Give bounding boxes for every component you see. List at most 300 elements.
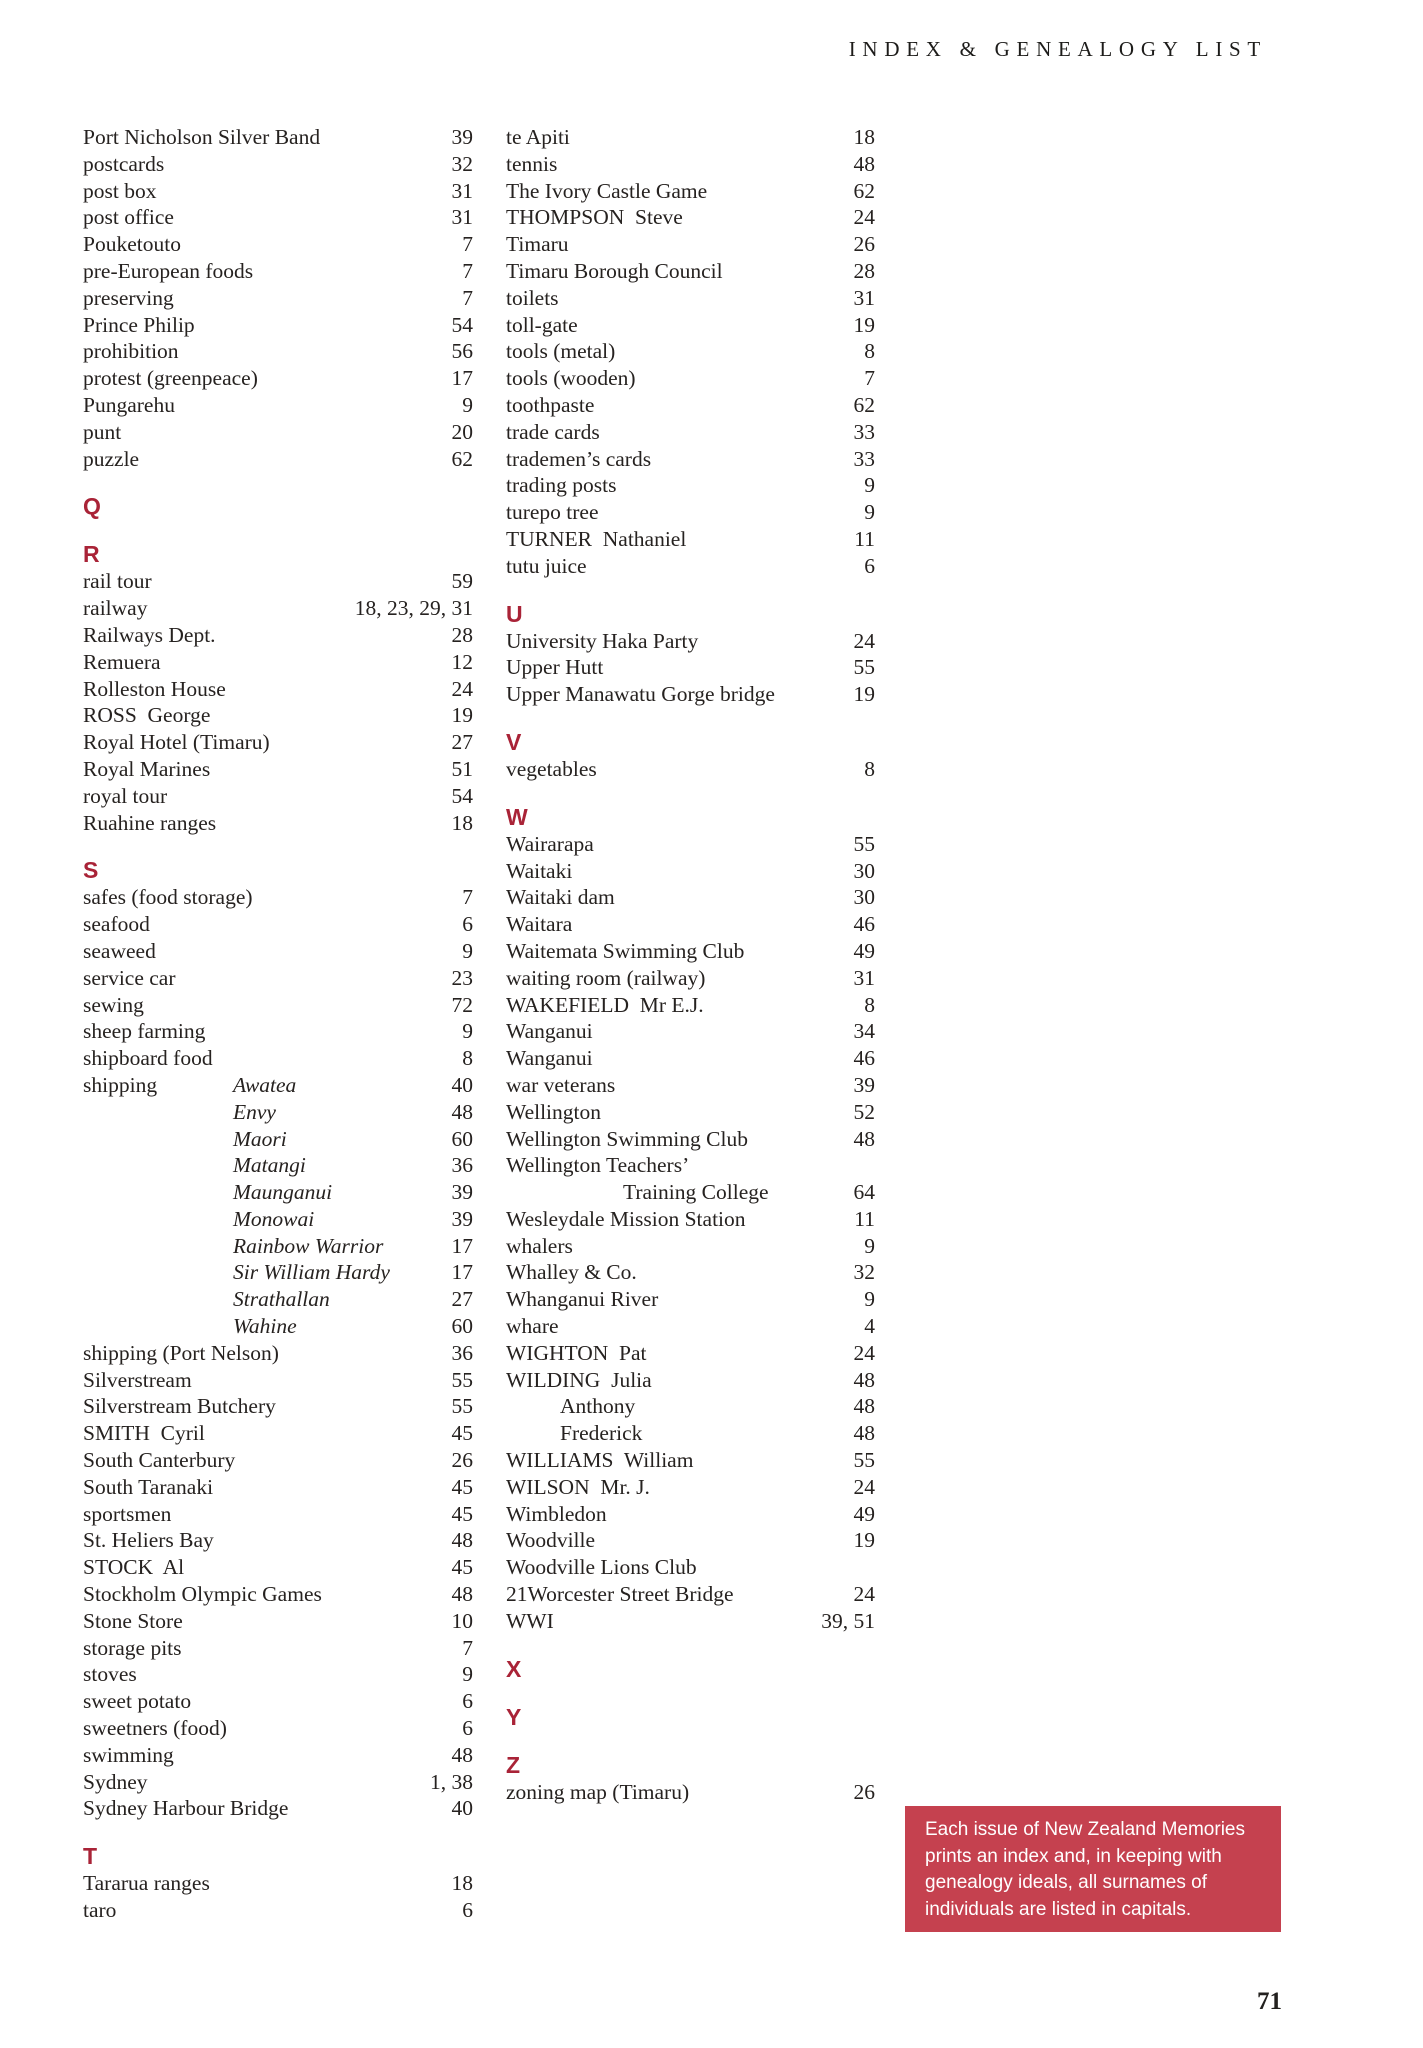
entry-label: trademen’s cards bbox=[506, 446, 652, 471]
entry-page-numbers: 7 bbox=[864, 366, 875, 391]
entry-label: Upper Hutt bbox=[506, 655, 604, 680]
index-entry bbox=[506, 1286, 875, 1313]
entry-label: Wanganui bbox=[506, 1019, 593, 1044]
index-entry bbox=[506, 1367, 875, 1394]
index-entry bbox=[506, 1206, 875, 1233]
entry-page-numbers: 60 bbox=[451, 1314, 473, 1339]
letter-header-s: S bbox=[83, 857, 99, 884]
letter-header-u: U bbox=[506, 600, 523, 627]
entry-page-numbers: 23 bbox=[451, 965, 473, 990]
index-column-right bbox=[506, 124, 875, 1805]
index-entry bbox=[506, 938, 875, 965]
entry-label: post office bbox=[83, 205, 174, 230]
index-entry bbox=[83, 338, 473, 365]
entry-label: Sydney bbox=[83, 1769, 148, 1794]
entry-page-numbers: 26 bbox=[451, 1448, 473, 1473]
entry-ship-name: Matangi bbox=[233, 1153, 306, 1178]
entry-label: toothpaste bbox=[506, 392, 595, 417]
entry-page-numbers: 7 bbox=[462, 285, 473, 310]
page-header-title: INDEX & GENEALOGY LIST bbox=[848, 37, 1267, 61]
entry-page-numbers: 72 bbox=[451, 992, 473, 1017]
entry-page-numbers: 6 bbox=[864, 553, 875, 578]
entry-label: Waitaki bbox=[506, 858, 573, 883]
index-entry bbox=[506, 151, 875, 178]
entry-label: Wanganui bbox=[506, 1046, 593, 1071]
entry-page-numbers: 62 bbox=[451, 446, 473, 471]
index-entry bbox=[506, 338, 875, 365]
index-entry bbox=[83, 729, 473, 756]
entry-label: St. Heliers Bay bbox=[83, 1528, 214, 1553]
entry-label: Waitaki dam bbox=[506, 885, 615, 910]
index-entry bbox=[506, 1554, 875, 1581]
entry-page-numbers: 24 bbox=[451, 676, 473, 701]
index-entry bbox=[83, 312, 473, 339]
entry-page-numbers: 28 bbox=[853, 258, 875, 283]
entry-label: Wellington Swimming Club bbox=[506, 1126, 748, 1151]
index-entry bbox=[83, 1018, 473, 1045]
entry-page-numbers: 6 bbox=[462, 912, 473, 937]
index-entry bbox=[83, 756, 473, 783]
entry-page-numbers: 36 bbox=[451, 1153, 473, 1178]
entry-label: Remuera bbox=[83, 649, 161, 674]
index-entry bbox=[83, 1206, 473, 1233]
entry-label: STOCK Al bbox=[83, 1555, 185, 1580]
entry-page-numbers: 9 bbox=[864, 500, 875, 525]
entry-label: Royal Marines bbox=[83, 756, 211, 781]
entry-label: Wellington Teachers’ bbox=[506, 1153, 690, 1178]
entry-page-numbers: 24 bbox=[853, 1474, 875, 1499]
entry-page-numbers: 8 bbox=[462, 1046, 473, 1071]
entry-page-numbers: 24 bbox=[853, 1582, 875, 1607]
letter-header-z: Z bbox=[506, 1751, 521, 1778]
index-entry bbox=[506, 258, 875, 285]
entry-label: Wimbledon bbox=[506, 1501, 607, 1526]
entry-label: royal tour bbox=[83, 783, 168, 808]
index-entry bbox=[506, 419, 875, 446]
index-entry bbox=[506, 472, 875, 499]
index-entry bbox=[506, 911, 875, 938]
entry-label: Silverstream bbox=[83, 1367, 192, 1392]
index-entry bbox=[83, 1608, 473, 1635]
index-entry bbox=[506, 1018, 875, 1045]
entry-page-numbers: 4 bbox=[864, 1314, 875, 1339]
entry-label: The Ivory Castle Game bbox=[506, 178, 708, 203]
index-entry bbox=[506, 1045, 875, 1072]
entry-page-numbers: 19 bbox=[853, 1528, 875, 1553]
index-entry bbox=[83, 783, 473, 810]
index-entry bbox=[83, 1474, 473, 1501]
entry-page-numbers: 45 bbox=[451, 1555, 473, 1580]
entry-page-numbers: 18, 23, 29, 31 bbox=[354, 596, 473, 621]
index-column-left bbox=[83, 124, 473, 1924]
index-entry bbox=[83, 1393, 473, 1420]
entry-ship-name: Sir William Hardy bbox=[233, 1260, 390, 1285]
entry-label: storage pits bbox=[83, 1635, 182, 1660]
entry-label: taro bbox=[83, 1898, 117, 1923]
entry-label: South Canterbury bbox=[83, 1448, 236, 1473]
letter-header-v: V bbox=[506, 728, 522, 755]
entry-sub-label: Training College bbox=[623, 1180, 769, 1205]
entry-page-numbers: 19 bbox=[451, 703, 473, 728]
entry-label: tools (metal) bbox=[506, 339, 616, 364]
entry-label: 21Worcester Street Bridge bbox=[506, 1582, 734, 1607]
letter-header-q: Q bbox=[83, 493, 101, 520]
entry-page-numbers: 55 bbox=[853, 655, 875, 680]
entry-page-numbers: 54 bbox=[451, 783, 473, 808]
entry-label: Railways Dept. bbox=[83, 622, 216, 647]
entry-label: railway bbox=[83, 596, 148, 621]
entry-page-numbers: 26 bbox=[853, 232, 875, 257]
index-entry bbox=[506, 285, 875, 312]
entry-label: Woodville Lions Club bbox=[506, 1555, 697, 1580]
index-entry bbox=[506, 526, 875, 553]
index-entry bbox=[506, 1447, 875, 1474]
index-entry bbox=[83, 258, 473, 285]
entry-label: sheep farming bbox=[83, 1019, 206, 1044]
index-entry bbox=[83, 622, 473, 649]
index-entry bbox=[83, 204, 473, 231]
entry-ship-name: Rainbow Warrior bbox=[233, 1233, 384, 1258]
entry-ship-name: Maori bbox=[233, 1126, 287, 1151]
entry-page-numbers: 32 bbox=[451, 151, 473, 176]
entry-page-numbers: 24 bbox=[853, 205, 875, 230]
entry-label: swimming bbox=[83, 1742, 174, 1767]
index-entry bbox=[506, 1313, 875, 1340]
entry-label: South Taranaki bbox=[83, 1474, 214, 1499]
entry-page-numbers: 64 bbox=[853, 1180, 875, 1205]
entry-page-numbers: 55 bbox=[451, 1367, 473, 1392]
index-entry bbox=[506, 965, 875, 992]
entry-page-numbers: 51 bbox=[451, 756, 473, 781]
entry-page-numbers: 17 bbox=[451, 1233, 473, 1258]
entry-label: WILDING Julia bbox=[506, 1367, 652, 1392]
entry-page-numbers: 8 bbox=[864, 992, 875, 1017]
entry-label: trade cards bbox=[506, 419, 600, 444]
index-entry bbox=[506, 992, 875, 1019]
entry-page-numbers: 62 bbox=[853, 392, 875, 417]
entry-label: shipping bbox=[83, 1072, 158, 1097]
letter-header-r: R bbox=[83, 541, 100, 568]
letter-header-t: T bbox=[83, 1843, 98, 1870]
entry-label: toilets bbox=[506, 285, 559, 310]
index-entry bbox=[506, 756, 875, 783]
index-entry bbox=[506, 1233, 875, 1260]
entry-label: sweetners (food) bbox=[83, 1716, 227, 1741]
entry-page-numbers: 39 bbox=[451, 1180, 473, 1205]
letter-header-w: W bbox=[506, 803, 528, 830]
entry-label: Pouketouto bbox=[83, 232, 181, 257]
index-entry bbox=[83, 1554, 473, 1581]
entry-label: Tararua ranges bbox=[83, 1871, 210, 1896]
index-entry bbox=[83, 1581, 473, 1608]
entry-label: WAKEFIELD Mr E.J. bbox=[506, 992, 704, 1017]
entry-page-numbers: 11 bbox=[854, 1206, 875, 1231]
page-number: 71 bbox=[1257, 1988, 1282, 2015]
entry-label: prohibition bbox=[83, 339, 179, 364]
entry-label: Wairarapa bbox=[506, 831, 594, 856]
entry-label: Upper Manawatu Gorge bridge bbox=[506, 682, 775, 707]
entry-ship-name: Envy bbox=[233, 1099, 276, 1124]
entry-page-numbers: 48 bbox=[853, 151, 875, 176]
entry-label: ROSS George bbox=[83, 703, 211, 728]
index-entry bbox=[83, 1045, 473, 1072]
entry-label: toll-gate bbox=[506, 312, 578, 337]
entry-page-numbers: 18 bbox=[451, 1871, 473, 1896]
entry-label: seaweed bbox=[83, 938, 156, 963]
index-entry bbox=[83, 810, 473, 837]
entry-label: whare bbox=[506, 1314, 559, 1339]
entry-page-numbers: 55 bbox=[853, 831, 875, 856]
entry-page-numbers: 7 bbox=[462, 258, 473, 283]
index-entry bbox=[83, 446, 473, 473]
index-entry bbox=[506, 1608, 875, 1635]
entry-page-numbers: 30 bbox=[853, 885, 875, 910]
entry-page-numbers: 33 bbox=[853, 446, 875, 471]
index-entry bbox=[83, 124, 473, 151]
entry-label: punt bbox=[83, 419, 122, 444]
entry-label: tutu juice bbox=[506, 553, 587, 578]
entry-label: Sydney Harbour Bridge bbox=[83, 1796, 289, 1821]
index-entry bbox=[506, 1420, 875, 1447]
index-entry bbox=[83, 676, 473, 703]
entry-label: turepo tree bbox=[506, 500, 599, 525]
entry-page-numbers: 1, 38 bbox=[430, 1769, 473, 1794]
entry-page-numbers: 55 bbox=[853, 1448, 875, 1473]
index-entry bbox=[506, 1099, 875, 1126]
entry-label: shipping (Port Nelson) bbox=[83, 1340, 279, 1365]
entry-page-numbers: 40 bbox=[451, 1796, 473, 1821]
entry-page-numbers: 18 bbox=[451, 810, 473, 835]
entry-page-numbers: 7 bbox=[462, 1635, 473, 1660]
entry-label: Prince Philip bbox=[83, 312, 195, 337]
index-entry bbox=[83, 1897, 473, 1924]
entry-label: sweet potato bbox=[83, 1689, 192, 1714]
entry-page-numbers: 8 bbox=[864, 756, 875, 781]
index-entry bbox=[506, 312, 875, 339]
entry-page-numbers: 48 bbox=[853, 1367, 875, 1392]
entry-page-numbers: 49 bbox=[853, 938, 875, 963]
entry-page-numbers: 24 bbox=[853, 628, 875, 653]
entry-label: tools (wooden) bbox=[506, 366, 636, 391]
index-entry bbox=[506, 1474, 875, 1501]
entry-page-numbers: 39 bbox=[451, 1206, 473, 1231]
entry-label: pre-European foods bbox=[83, 258, 254, 283]
index-entry bbox=[506, 178, 875, 205]
index-entry bbox=[83, 568, 473, 595]
index-entry bbox=[83, 1286, 473, 1313]
index-entry bbox=[83, 1870, 473, 1897]
entry-label: whalers bbox=[506, 1233, 573, 1258]
index-entry bbox=[83, 1795, 473, 1822]
entry-page-numbers: 27 bbox=[451, 730, 473, 755]
index-entry bbox=[83, 1099, 473, 1126]
entry-page-numbers: 20 bbox=[451, 419, 473, 444]
entry-label: waiting room (railway) bbox=[506, 965, 706, 990]
entry-label: Timaru bbox=[506, 232, 569, 257]
index-entry bbox=[506, 553, 875, 580]
entry-page-numbers: 8 bbox=[864, 339, 875, 364]
entry-page-numbers: 7 bbox=[462, 232, 473, 257]
entry-page-numbers: 48 bbox=[451, 1528, 473, 1553]
entry-ship-name: Wahine bbox=[233, 1314, 297, 1339]
entry-label: WILSON Mr. J. bbox=[506, 1474, 650, 1499]
index-entry bbox=[506, 1152, 875, 1179]
entry-page-numbers: 34 bbox=[853, 1019, 875, 1044]
index-entry bbox=[506, 1501, 875, 1528]
index-entry bbox=[83, 1152, 473, 1179]
entry-page-numbers: 45 bbox=[451, 1474, 473, 1499]
index-entry bbox=[83, 965, 473, 992]
index-entry bbox=[506, 1779, 875, 1806]
index-entry bbox=[83, 992, 473, 1019]
entry-label: protest (greenpeace) bbox=[83, 366, 258, 391]
index-entry bbox=[506, 681, 875, 708]
index-entry bbox=[506, 204, 875, 231]
entry-label: Pungarehu bbox=[83, 392, 175, 417]
index-entry bbox=[506, 1126, 875, 1153]
entry-page-numbers: 40 bbox=[451, 1072, 473, 1097]
entry-label: SMITH Cyril bbox=[83, 1421, 205, 1446]
entry-label: Timaru Borough Council bbox=[506, 258, 723, 283]
entry-page-numbers: 46 bbox=[853, 912, 875, 937]
entry-page-numbers: 27 bbox=[451, 1287, 473, 1312]
entry-page-numbers: 39 bbox=[853, 1072, 875, 1097]
entry-label: Whalley & Co. bbox=[506, 1260, 637, 1285]
entry-label: Port Nicholson Silver Band bbox=[83, 125, 321, 149]
entry-page-numbers: 56 bbox=[451, 339, 473, 364]
entry-page-numbers: 39 bbox=[451, 125, 473, 149]
entry-label: Woodville bbox=[506, 1528, 596, 1553]
entry-label: Waitara bbox=[506, 912, 573, 937]
entry-ship-name: Maunganui bbox=[233, 1180, 333, 1205]
entry-label: Ruahine ranges bbox=[83, 810, 217, 835]
index-entry bbox=[83, 1742, 473, 1769]
index-entry bbox=[506, 365, 875, 392]
entry-label: trading posts bbox=[506, 473, 617, 498]
entry-label: THOMPSON Steve bbox=[506, 205, 683, 230]
entry-page-numbers: 36 bbox=[451, 1340, 473, 1365]
entry-page-numbers: 9 bbox=[462, 938, 473, 963]
index-entry bbox=[83, 938, 473, 965]
entry-label: tennis bbox=[506, 151, 558, 176]
entry-page-numbers: 48 bbox=[451, 1742, 473, 1767]
note-box bbox=[905, 1806, 1281, 1932]
entry-page-numbers: 19 bbox=[853, 682, 875, 707]
entry-page-numbers: 48 bbox=[853, 1394, 875, 1419]
index-entry bbox=[83, 419, 473, 446]
entry-page-numbers: 45 bbox=[451, 1501, 473, 1526]
entry-label: rail tour bbox=[83, 569, 152, 594]
entry-page-numbers: 60 bbox=[451, 1126, 473, 1151]
entry-label: sportsmen bbox=[83, 1501, 172, 1526]
entry-label: Rolleston House bbox=[83, 676, 226, 701]
entry-page-numbers: 10 bbox=[451, 1608, 473, 1633]
index-entry bbox=[83, 365, 473, 392]
entry-label: TURNER Nathaniel bbox=[506, 526, 687, 551]
entry-label: stoves bbox=[83, 1662, 137, 1687]
index-entry bbox=[83, 1447, 473, 1474]
entry-label: shipboard food bbox=[83, 1046, 213, 1071]
index-entry bbox=[506, 1179, 875, 1206]
index-entry bbox=[83, 1313, 473, 1340]
entry-page-numbers: 6 bbox=[462, 1716, 473, 1741]
entry-page-numbers: 17 bbox=[451, 1260, 473, 1285]
entry-page-numbers: 33 bbox=[853, 419, 875, 444]
entry-label: University Haka Party bbox=[506, 628, 699, 653]
entry-page-numbers: 6 bbox=[462, 1689, 473, 1714]
entry-label: Stone Store bbox=[83, 1608, 183, 1633]
entry-label: puzzle bbox=[83, 446, 140, 471]
index-entry bbox=[83, 231, 473, 258]
index-entry bbox=[506, 1527, 875, 1554]
entry-page-numbers: 12 bbox=[451, 649, 473, 674]
entry-page-numbers: 55 bbox=[451, 1394, 473, 1419]
entry-page-numbers: 31 bbox=[451, 205, 473, 230]
index-entry bbox=[506, 1340, 875, 1367]
entry-page-numbers: 31 bbox=[853, 285, 875, 310]
entry-label: war veterans bbox=[506, 1072, 616, 1097]
index-entry bbox=[83, 1527, 473, 1554]
entry-label: seafood bbox=[83, 912, 150, 937]
entry-label: Waitemata Swimming Club bbox=[506, 938, 745, 963]
entry-page-numbers: 11 bbox=[854, 526, 875, 551]
index-entry bbox=[83, 1340, 473, 1367]
index-entry bbox=[83, 702, 473, 729]
entry-label: te Apiti bbox=[506, 125, 570, 149]
index-entry bbox=[83, 1661, 473, 1688]
index-entry bbox=[506, 1259, 875, 1286]
index-entry bbox=[83, 1259, 473, 1286]
entry-page-numbers: 39, 51 bbox=[821, 1608, 875, 1633]
letter-header-x: X bbox=[506, 1655, 522, 1682]
entry-page-numbers: 17 bbox=[451, 366, 473, 391]
entry-page-numbers: 9 bbox=[462, 392, 473, 417]
entry-page-numbers: 48 bbox=[853, 1126, 875, 1151]
index-entry bbox=[506, 1393, 875, 1420]
index-entry bbox=[506, 124, 875, 151]
entry-page-numbers: 31 bbox=[853, 965, 875, 990]
entry-label: postcards bbox=[83, 151, 165, 176]
index-entry bbox=[506, 628, 875, 655]
entry-page-numbers: 31 bbox=[451, 178, 473, 203]
entry-page-numbers: 32 bbox=[853, 1260, 875, 1285]
index-entry bbox=[83, 1715, 473, 1742]
index-entry bbox=[506, 831, 875, 858]
index-entry bbox=[506, 392, 875, 419]
index-entry bbox=[83, 1072, 473, 1099]
entry-page-numbers: 48 bbox=[853, 1421, 875, 1446]
index-entry bbox=[83, 178, 473, 205]
index-entry bbox=[83, 1126, 473, 1153]
entry-page-numbers: 59 bbox=[451, 569, 473, 594]
entry-page-numbers: 48 bbox=[451, 1582, 473, 1607]
entry-page-numbers: 54 bbox=[451, 312, 473, 337]
entry-page-numbers: 18 bbox=[853, 125, 875, 149]
index-entry bbox=[506, 446, 875, 473]
entry-page-numbers: 26 bbox=[853, 1779, 875, 1804]
index-entry bbox=[83, 911, 473, 938]
index-entry bbox=[83, 285, 473, 312]
index-entry bbox=[83, 1179, 473, 1206]
index-entry bbox=[83, 1769, 473, 1796]
index-entry bbox=[83, 649, 473, 676]
index-entry bbox=[83, 1635, 473, 1662]
entry-label: WWI bbox=[506, 1608, 554, 1633]
entry-label: Royal Hotel (Timaru) bbox=[83, 730, 270, 755]
entry-label: Wesleydale Mission Station bbox=[506, 1206, 746, 1231]
index-entry bbox=[506, 654, 875, 681]
index-entry bbox=[506, 858, 875, 885]
